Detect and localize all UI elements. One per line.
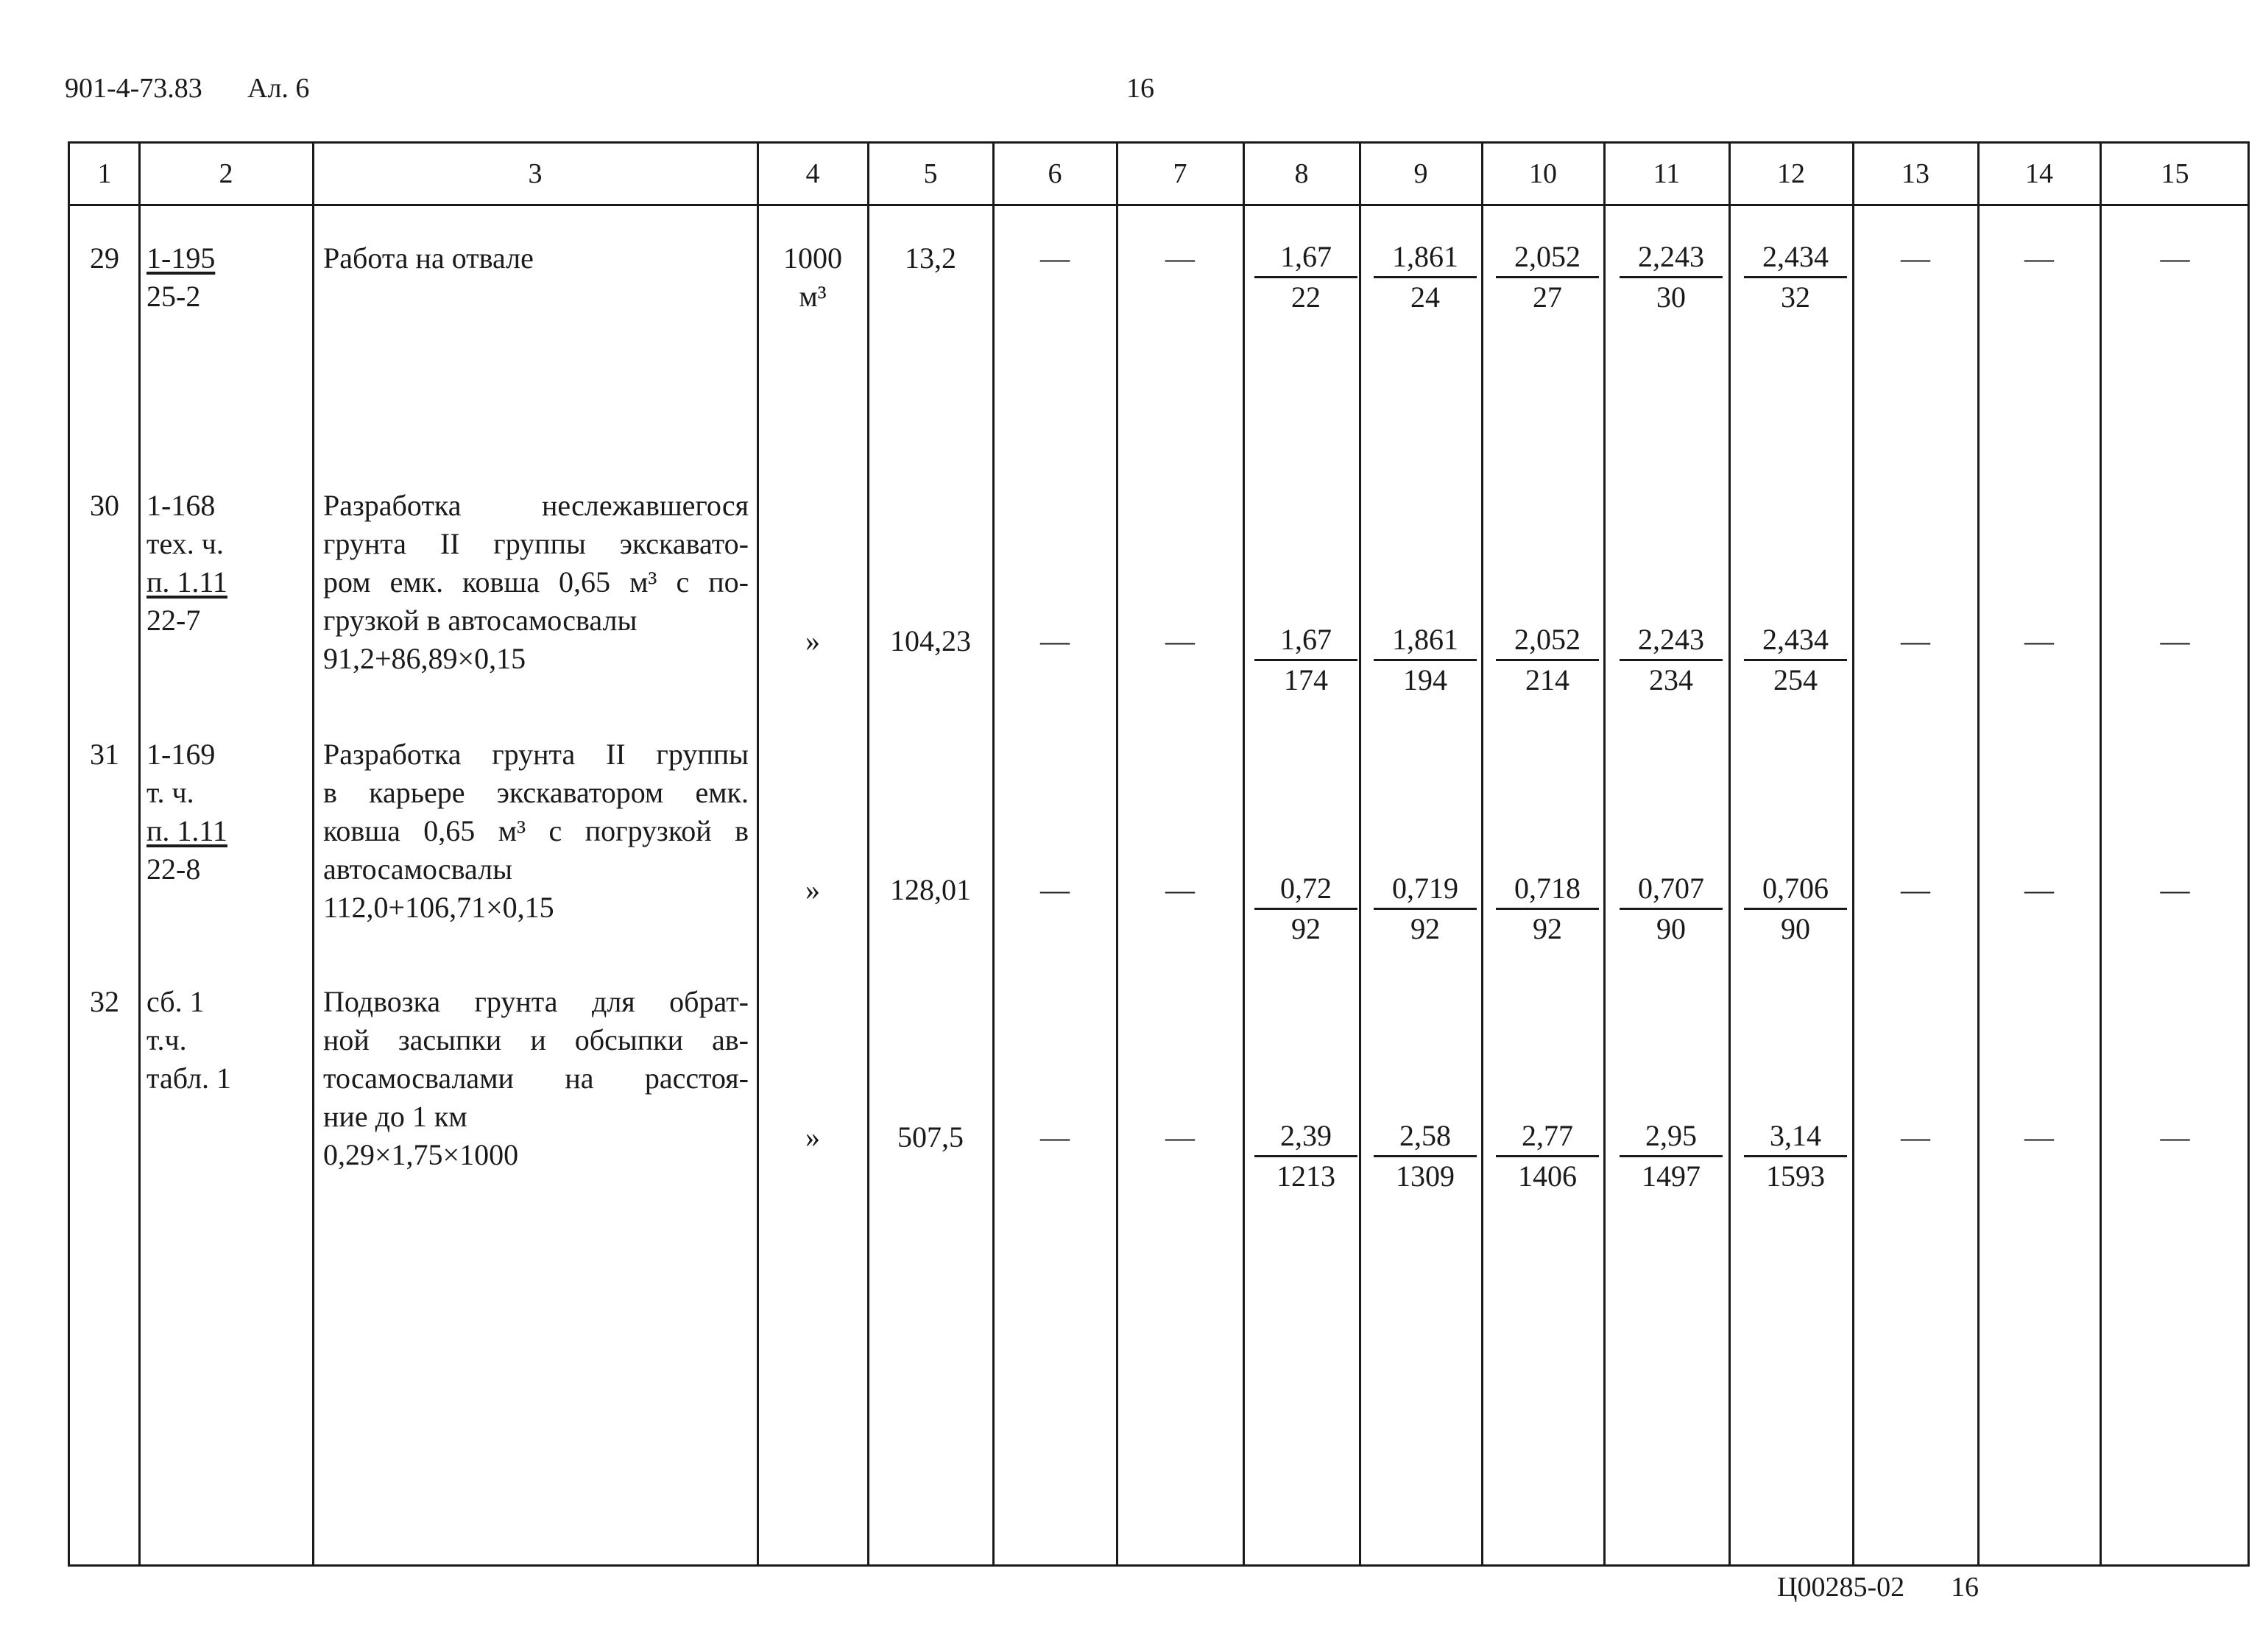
column-divider — [312, 144, 314, 1564]
work-description — [323, 735, 749, 927]
fraction-denominator: 92 — [1291, 912, 1321, 945]
rate-fraction — [1374, 239, 1477, 315]
empty-cell-dash: — — [1040, 624, 1070, 657]
norm-code-line: 1-168 — [146, 489, 216, 522]
rate-fraction — [1620, 239, 1723, 315]
empty-cell-dash: — — [2024, 873, 2054, 906]
quantity: 13,2 — [905, 241, 956, 275]
empty-cell-dash: — — [1901, 624, 1930, 657]
description-line: 0,29×1,75×1000 — [323, 1138, 519, 1171]
column-header: 3 — [528, 158, 543, 189]
fraction-numerator: 2,95 — [1620, 1118, 1723, 1157]
description-line: Разработка грунта II группы — [323, 738, 749, 771]
sheet-label: Ал. 6 — [247, 73, 310, 104]
fraction-denominator: 90 — [1656, 912, 1686, 945]
empty-cell-dash: — — [1901, 1120, 1930, 1154]
column-header: 4 — [805, 158, 820, 189]
footer-code: Ц00285-02 — [1777, 1572, 1905, 1603]
empty-cell-dash: — — [2160, 624, 2190, 657]
rate-fraction — [1496, 622, 1599, 698]
fraction-denominator: 254 — [1773, 663, 1818, 696]
column-divider — [867, 144, 869, 1564]
norm-code-line: сб. 1 — [146, 985, 205, 1018]
description-line: в карьере экскаватором емк. — [323, 776, 749, 809]
unit-value: 1000 — [783, 241, 842, 275]
column-header: 11 — [1653, 158, 1681, 189]
rate-fraction — [1496, 871, 1599, 947]
empty-cell-dash: — — [2024, 624, 2054, 657]
column-divider — [1852, 144, 1854, 1564]
description-line: тосамосвалами на расстоя- — [323, 1062, 749, 1095]
unit — [758, 1118, 868, 1157]
row-number: 32 — [90, 985, 119, 1018]
fraction-numerator: 2,77 — [1496, 1118, 1599, 1157]
empty-cell-dash: — — [1901, 873, 1930, 906]
norm-code-line: п. 1.11 — [146, 814, 227, 847]
fraction-numerator: 2,39 — [1254, 1118, 1357, 1157]
column-header: 7 — [1173, 158, 1187, 189]
work-description — [323, 487, 749, 678]
fraction-numerator: 2,58 — [1374, 1118, 1477, 1157]
fraction-denominator: 174 — [1284, 663, 1328, 696]
fraction-numerator: 2,243 — [1620, 239, 1723, 278]
description-line: 91,2+86,89×0,15 — [323, 642, 526, 675]
rate-fraction — [1254, 622, 1357, 698]
fraction-numerator: 0,707 — [1620, 871, 1723, 910]
fraction-denominator: 1309 — [1396, 1159, 1455, 1193]
empty-cell-dash: — — [1165, 624, 1195, 657]
norm-code-line: 25-2 — [146, 280, 201, 313]
page-number: 16 — [1126, 73, 1154, 104]
fraction-numerator: 2,434 — [1744, 239, 1847, 278]
column-header: 1 — [97, 158, 112, 189]
norm-code-line: 22-7 — [146, 604, 201, 637]
description-line: грунта II группы экскавато- — [323, 527, 749, 560]
description-line: Работа на отвале — [323, 241, 534, 275]
row-number: 29 — [90, 241, 119, 275]
rate-fraction — [1254, 871, 1357, 947]
rate-fraction — [1374, 871, 1477, 947]
document-code: 901-4-73.83 — [65, 73, 202, 104]
empty-cell-dash: — — [2160, 241, 2190, 275]
fraction-numerator: 3,14 — [1744, 1118, 1847, 1157]
description-line: ром емк. ковша 0,65 м³ с по- — [323, 565, 749, 599]
work-description — [323, 239, 749, 278]
rate-fraction — [1744, 1118, 1847, 1194]
empty-cell-dash: — — [2024, 1120, 2054, 1154]
fraction-denominator: 92 — [1533, 912, 1562, 945]
column-divider — [2100, 144, 2102, 1564]
fraction-denominator: 24 — [1410, 280, 1440, 314]
fraction-numerator: 0,72 — [1254, 871, 1357, 910]
description-line: автосамосвалы — [323, 853, 512, 886]
fraction-denominator: 234 — [1649, 663, 1693, 696]
row-number: 30 — [90, 489, 119, 522]
norm-code — [146, 735, 306, 889]
description-line: 112,0+106,71×0,15 — [323, 891, 554, 924]
empty-cell-dash: — — [1165, 873, 1195, 906]
fraction-denominator: 32 — [1781, 280, 1810, 314]
rate-fraction — [1496, 1118, 1599, 1194]
norm-code-line: т.ч. — [146, 1023, 187, 1056]
fraction-numerator: 0,719 — [1374, 871, 1477, 910]
norm-code — [146, 239, 306, 316]
fraction-numerator: 0,718 — [1496, 871, 1599, 910]
quantity: 507,5 — [897, 1120, 964, 1154]
rate-fraction — [1744, 871, 1847, 947]
unit-value: » — [805, 873, 820, 906]
empty-cell-dash: — — [1040, 1120, 1070, 1154]
column-header: 8 — [1294, 158, 1309, 189]
description-line: грузкой в автосамосвалы — [323, 604, 638, 637]
quantity: 128,01 — [890, 873, 971, 906]
unit-measure: м³ — [799, 280, 827, 313]
fraction-denominator: 22 — [1291, 280, 1321, 314]
empty-cell-dash: — — [2160, 873, 2190, 906]
norm-code-line: табл. 1 — [146, 1062, 232, 1095]
fraction-denominator: 1213 — [1276, 1159, 1335, 1193]
fraction-numerator: 1,67 — [1254, 622, 1357, 661]
column-header: 2 — [219, 158, 233, 189]
rate-fraction — [1254, 239, 1357, 315]
norm-code-line: 1-169 — [146, 738, 216, 771]
norm-code-line: 22-8 — [146, 853, 201, 886]
description-line: Разработка неслежавшегося — [323, 489, 749, 522]
norm-code-line: тех. ч. — [146, 527, 224, 560]
column-divider — [1977, 144, 1980, 1564]
column-divider — [1728, 144, 1731, 1564]
column-header: 13 — [1901, 158, 1929, 189]
norm-code-line: 1-195 — [146, 241, 216, 275]
fraction-denominator: 30 — [1656, 280, 1686, 314]
row-number: 31 — [90, 738, 119, 771]
empty-cell-dash: — — [1165, 1120, 1195, 1154]
description-line: ковша 0,65 м³ с погрузкой в — [323, 814, 749, 847]
column-divider — [1243, 144, 1245, 1564]
fraction-denominator: 1406 — [1518, 1159, 1577, 1193]
empty-cell-dash: — — [2160, 1120, 2190, 1154]
footer-page-number: 16 — [1951, 1572, 1979, 1603]
norm-code-line: т. ч. — [146, 776, 194, 809]
fraction-denominator: 90 — [1781, 912, 1810, 945]
empty-cell-dash: — — [1165, 241, 1195, 275]
column-header: 15 — [2161, 158, 2189, 189]
fraction-numerator: 1,67 — [1254, 239, 1357, 278]
fraction-denominator: 194 — [1403, 663, 1447, 696]
fraction-numerator: 2,052 — [1496, 622, 1599, 661]
description-line: ной засыпки и обсыпки ав- — [323, 1023, 749, 1056]
fraction-denominator: 214 — [1525, 663, 1569, 696]
rate-fraction — [1254, 1118, 1357, 1194]
column-divider — [1481, 144, 1483, 1564]
column-divider — [992, 144, 995, 1564]
column-divider — [757, 144, 759, 1564]
work-description — [323, 983, 749, 1174]
column-header: 14 — [2025, 158, 2053, 189]
description-line: Подвозка грунта для обрат- — [323, 985, 749, 1018]
empty-cell-dash: — — [1901, 241, 1930, 275]
rate-fraction — [1374, 622, 1477, 698]
rate-fraction — [1496, 239, 1599, 315]
rate-fraction — [1374, 1118, 1477, 1194]
fraction-denominator: 1497 — [1642, 1159, 1701, 1193]
rate-fraction — [1620, 1118, 1723, 1194]
fraction-numerator: 2,243 — [1620, 622, 1723, 661]
fraction-numerator: 1,861 — [1374, 239, 1477, 278]
column-header: 12 — [1777, 158, 1805, 189]
column-header: 6 — [1048, 158, 1062, 189]
column-divider — [1116, 144, 1118, 1564]
estimate-table — [68, 141, 2250, 1567]
column-divider — [1603, 144, 1606, 1564]
description-line: ние до 1 км — [323, 1100, 467, 1133]
column-header: 5 — [923, 158, 938, 189]
unit-value: » — [805, 624, 820, 657]
fraction-numerator: 2,052 — [1496, 239, 1599, 278]
column-header: 10 — [1529, 158, 1557, 189]
column-divider — [1359, 144, 1361, 1564]
fraction-numerator: 1,861 — [1374, 622, 1477, 661]
norm-code — [146, 487, 306, 640]
fraction-denominator: 1593 — [1766, 1159, 1825, 1193]
unit — [758, 622, 868, 660]
unit-value: » — [805, 1120, 820, 1154]
empty-cell-dash: — — [2024, 241, 2054, 275]
rate-fraction — [1744, 622, 1847, 698]
fraction-denominator: 92 — [1410, 912, 1440, 945]
fraction-numerator: 0,706 — [1744, 871, 1847, 910]
header-divider — [70, 204, 2247, 206]
rate-fraction — [1744, 239, 1847, 315]
column-header: 9 — [1413, 158, 1428, 189]
fraction-numerator: 2,434 — [1744, 622, 1847, 661]
norm-code-line: п. 1.11 — [146, 565, 227, 599]
fraction-denominator: 27 — [1533, 280, 1562, 314]
norm-code — [146, 983, 306, 1098]
rate-fraction — [1620, 622, 1723, 698]
unit — [758, 871, 868, 909]
rate-fraction — [1620, 871, 1723, 947]
empty-cell-dash: — — [1040, 873, 1070, 906]
unit — [758, 239, 868, 316]
column-divider — [138, 144, 141, 1564]
empty-cell-dash: — — [1040, 241, 1070, 275]
quantity: 104,23 — [890, 624, 971, 657]
